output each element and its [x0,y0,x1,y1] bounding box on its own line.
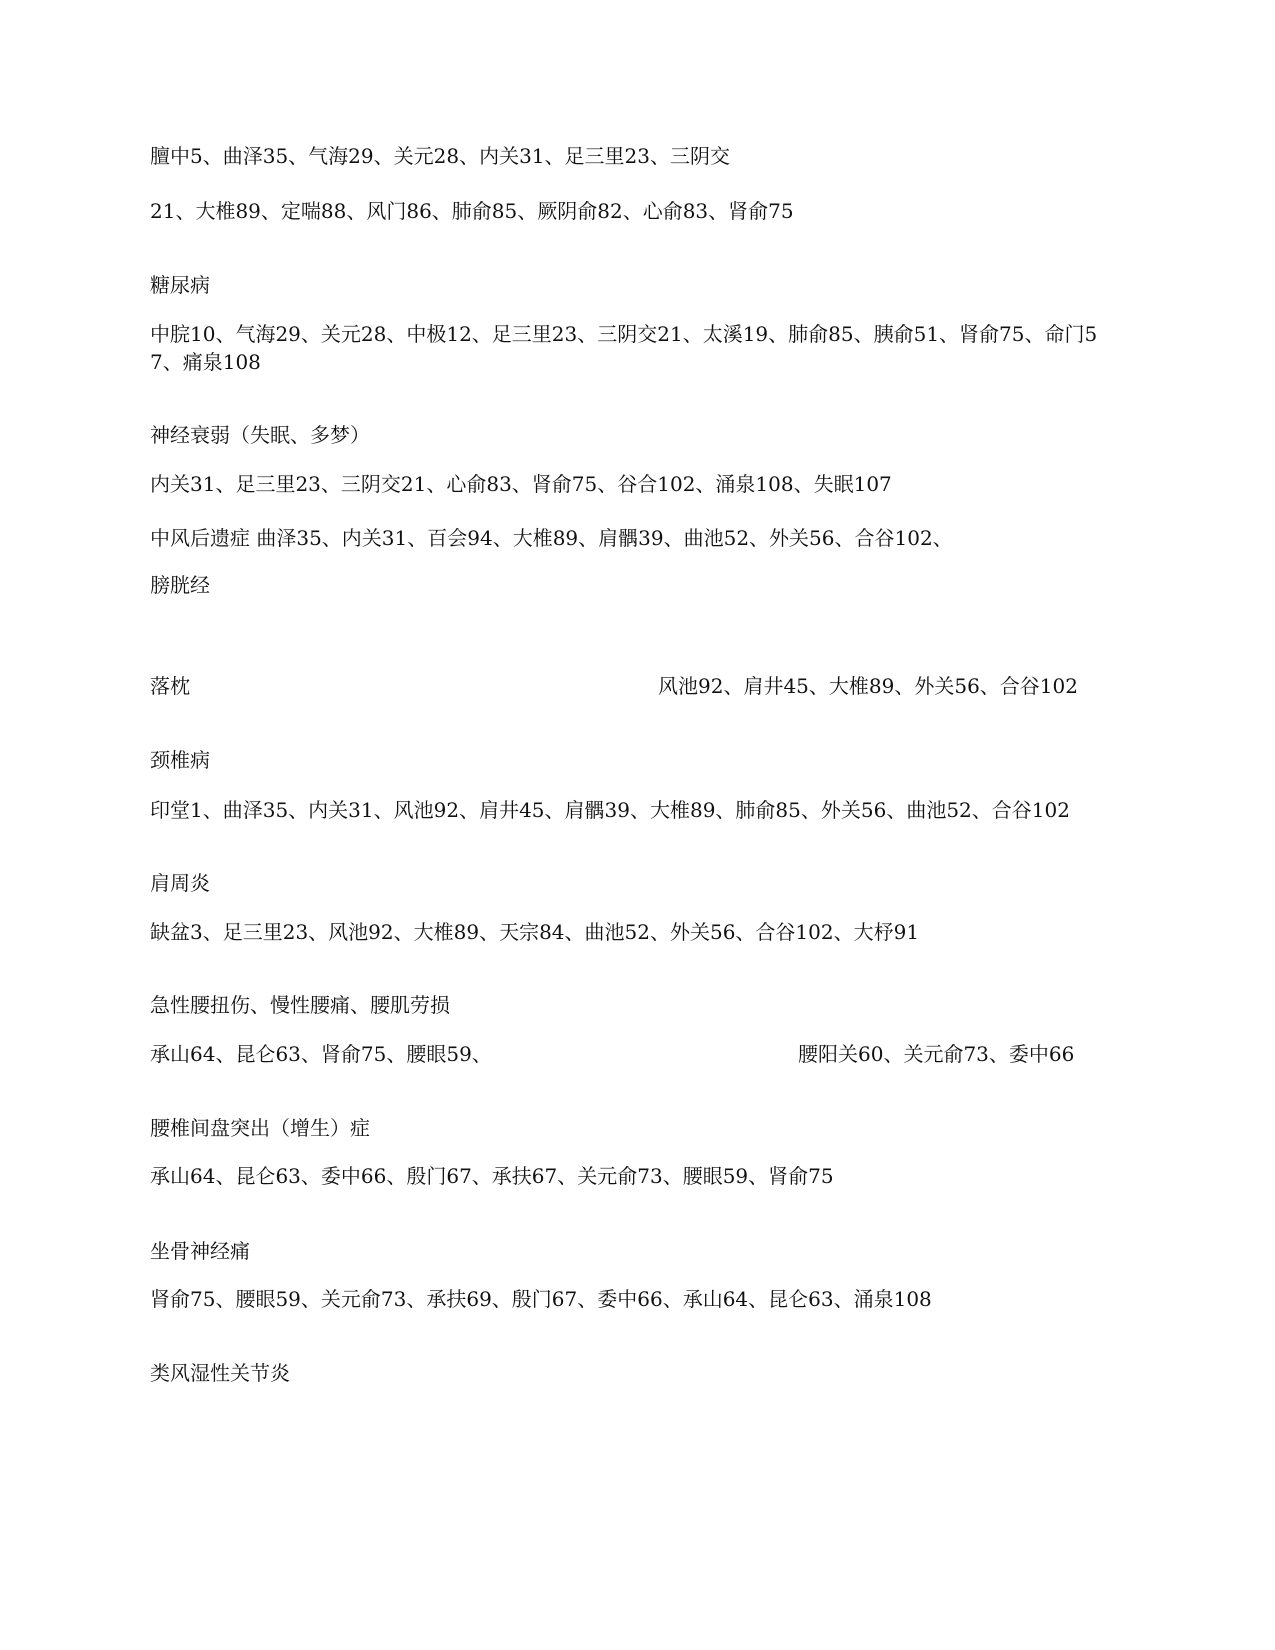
text-line: 缺盆3、足三里23、风池92、大椎89、天宗84、曲池52、外关56、合谷102、大杼91 [150,920,920,944]
text-line: 印堂1、曲泽35、内关31、风池92、肩井45、肩髃39、大椎89、肺俞85、外关56、曲池52、合谷102 [150,798,1070,822]
text-line: 21、大椎89、定喘88、风门86、肺俞85、厥阴俞82、心俞83、肾俞75 [150,199,794,223]
text-line: 膻中5、曲泽35、气海29、关元28、内关31、足三里23、三阴交 [150,144,730,168]
text-line: 风池92、肩井45、大椎89、外关56、合谷102 [658,674,1078,698]
section-heading: 类风湿性关节炎 [150,1361,290,1385]
text-line: 承山64、昆仑63、委中66、殷门67、承扶67、关元俞73、腰眼59、肾俞75 [150,1164,834,1188]
text-line: 中脘10、气海29、关元28、中极12、足三里23、三阴交21、太溪19、肺俞85、胰俞51、肾俞75、命门5 [150,322,1098,346]
section-heading: 神经衰弱（失眠、多梦） [150,423,370,447]
section-heading: 肩周炎 [150,871,210,895]
section-heading: 急性腰扭伤、慢性腰痛、腰肌劳损 [150,993,450,1017]
section-heading: 颈椎病 [150,748,210,772]
text-line: 膀胱经 [150,573,210,597]
section-heading: 落枕 [150,674,190,698]
section-heading: 糖尿病 [150,273,210,297]
text-line: 内关31、足三里23、三阴交21、心俞83、肾俞75、谷合102、涌泉108、失眠107 [150,472,892,496]
text-line: 腰阳关60、关元俞73、委中66 [798,1042,1075,1066]
text-line: 7、痛泉108 [150,350,261,374]
section-heading: 坐骨神经痛 [150,1239,250,1263]
section-heading: 腰椎间盘突出（增生）症 [150,1116,370,1140]
text-line: 肾俞75、腰眼59、关元俞73、承扶69、殷门67、委中66、承山64、昆仑63、涌泉108 [150,1287,932,1311]
text-line: 承山64、昆仑63、肾俞75、腰眼59、 [150,1042,492,1066]
text-line: 中风后遗症 曲泽35、内关31、百会94、大椎89、肩髃39、曲池52、外关56、合谷102、 [150,526,953,550]
